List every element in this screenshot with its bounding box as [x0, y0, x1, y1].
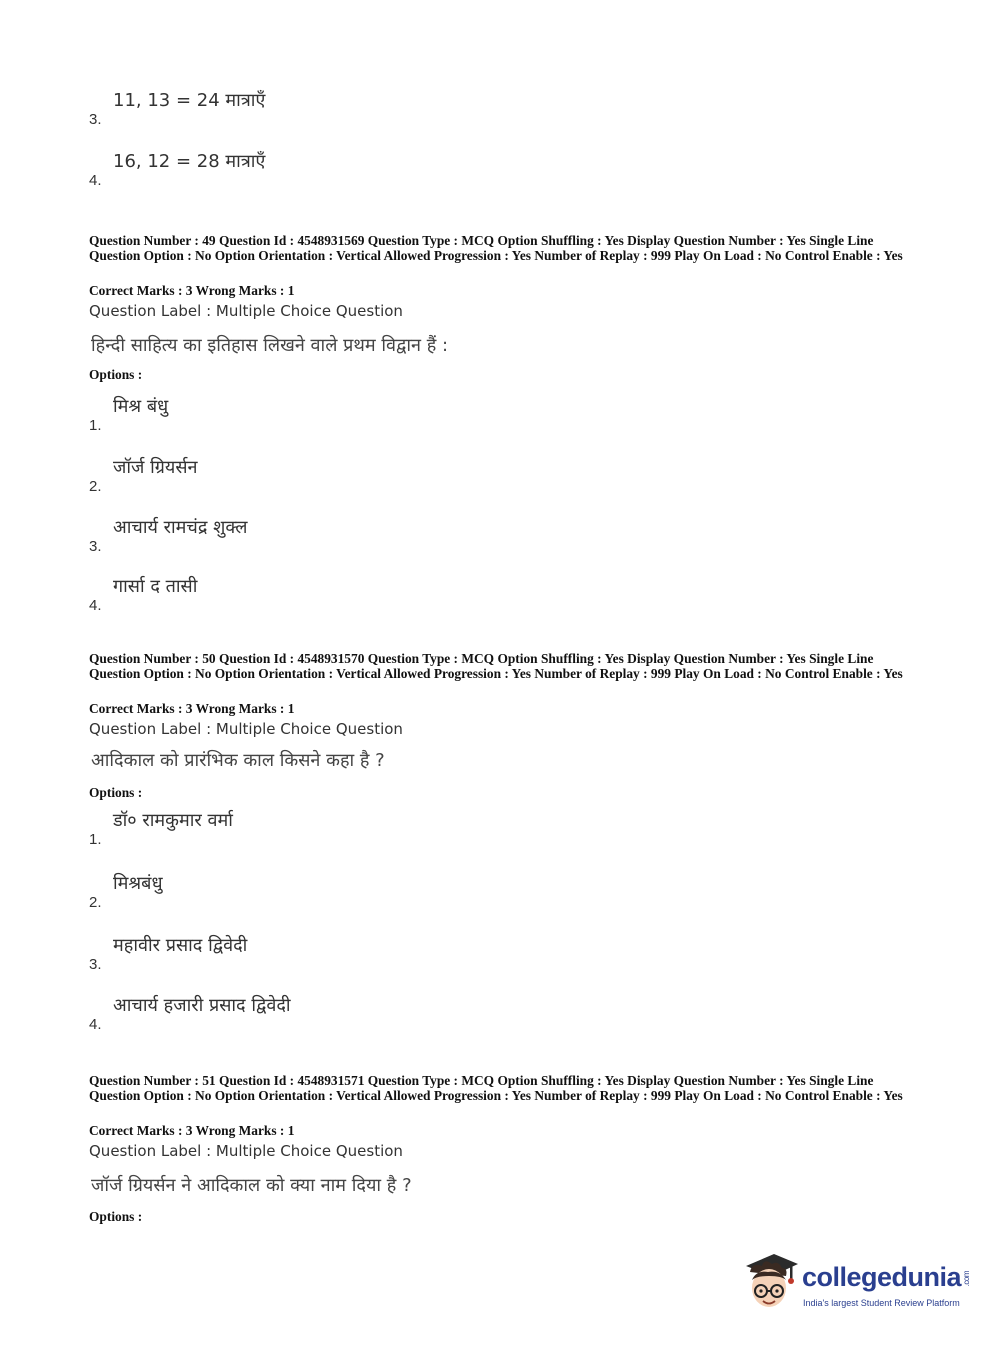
option-number: 3.: [89, 111, 102, 128]
mascot-icon: [742, 1250, 800, 1312]
option-number: 2.: [89, 478, 102, 495]
options-label: Options :: [89, 367, 143, 382]
question-label: Question Label : Multiple Choice Question: [89, 302, 403, 320]
option-text: जॉर्ज ग्रियर्सन: [113, 457, 198, 478]
option-number: 4.: [89, 172, 102, 189]
question-marks: Correct Marks : 3 Wrong Marks : 1: [89, 701, 295, 716]
question-meta: Question Number : 50 Question Id : 4548931570 Question Type : MCQ Option Shuffling : Yes Display Question Number : Yes Single Line Question Option : No Option Orientation : Vertical Allowed Progression : Yes Number of Replay : 999 Play On Load : No Control Enable : Yes: [89, 651, 903, 681]
option-text: 11, 13 = 24 मात्राएँ: [113, 90, 266, 111]
question-text: हिन्दी साहित्य का इतिहास लिखने वाले प्रथम विद्वान हैं :: [91, 335, 449, 356]
collegedunia-logo: [742, 1250, 972, 1320]
option-text: आचार्य हजारी प्रसाद द्विवेदी: [113, 995, 291, 1016]
question-label: Question Label : Multiple Choice Question: [89, 720, 403, 738]
question-label: Question Label : Multiple Choice Question: [89, 1142, 403, 1160]
option-number: 1.: [89, 831, 102, 848]
question-marks: Correct Marks : 3 Wrong Marks : 1: [89, 283, 295, 298]
question-meta: Question Number : 51 Question Id : 4548931571 Question Type : MCQ Option Shuffling : Yes Display Question Number : Yes Single Line Question Option : No Option Orientation : Vertical Allowed Progression : Yes Number of Replay : 999 Play On Load : No Control Enable : Yes: [89, 1073, 903, 1103]
question-meta: Question Number : 49 Question Id : 4548931569 Question Type : MCQ Option Shuffling : Yes Display Question Number : Yes Single Line Question Option : No Option Orientation : Vertical Allowed Progression : Yes Number of Replay : 999 Play On Load : No Control Enable : Yes: [89, 233, 903, 263]
question-text: जॉर्ज ग्रियर्सन ने आदिकाल को क्या नाम दिया है ?: [91, 1175, 412, 1196]
option-number: 4.: [89, 1016, 102, 1033]
logo-tagline: India's largest Student Review Platform: [803, 1298, 960, 1308]
options-label: Options :: [89, 785, 143, 800]
option-text: महावीर प्रसाद द्विवेदी: [113, 935, 248, 956]
option-number: 4.: [89, 597, 102, 614]
option-number: 3.: [89, 538, 102, 555]
option-text: मिश्रबंधु: [113, 873, 163, 894]
option-text: आचार्य रामचंद्र शुक्ल: [113, 517, 248, 538]
question-text: आदिकाल को प्रारंभिक काल किसने कहा है ?: [91, 750, 385, 771]
options-label: Options :: [89, 1209, 143, 1224]
option-text: गार्सा द तासी: [113, 576, 198, 597]
logo-wordmark: collegedunia.com: [802, 1262, 972, 1292]
option-number: 1.: [89, 417, 102, 434]
question-marks: Correct Marks : 3 Wrong Marks : 1: [89, 1123, 295, 1138]
option-text: 16, 12 = 28 मात्राएँ: [113, 151, 266, 172]
option-text: डॉ० रामकुमार वर्मा: [113, 810, 233, 831]
option-number: 3.: [89, 956, 102, 973]
option-text: मिश्र बंधु: [113, 396, 169, 417]
logo-suffix: .com: [962, 1271, 972, 1287]
option-number: 2.: [89, 894, 102, 911]
